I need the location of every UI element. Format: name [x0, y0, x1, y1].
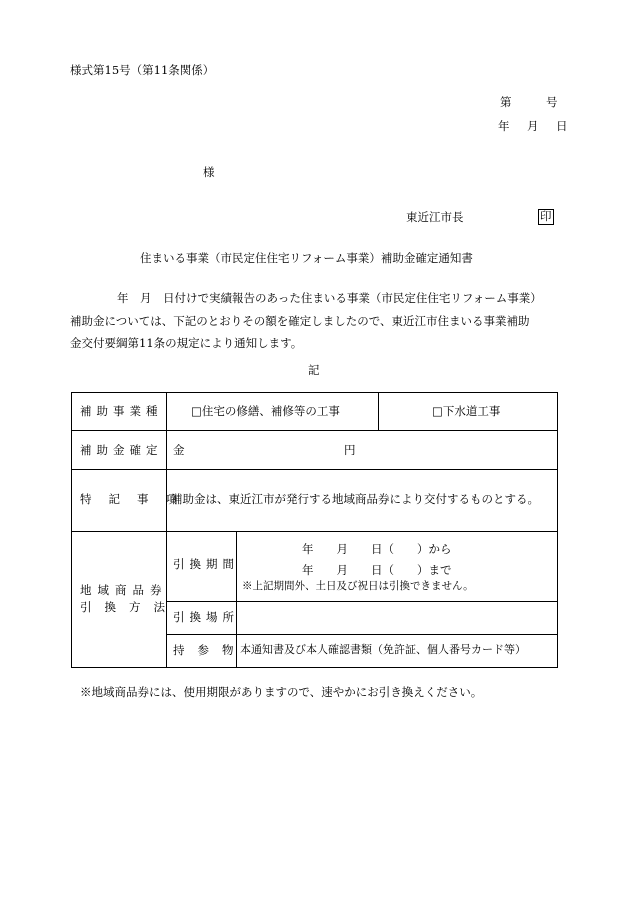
col-divider [166, 393, 167, 667]
row-divider [72, 469, 557, 470]
exchange-period-label: 引換期間 [173, 557, 239, 571]
recipient-honorific: 様 [203, 165, 215, 179]
voucher-exchange-header-line1: 地域商品券 [80, 583, 168, 597]
form-number: 様式第15号（第11条関係） [70, 63, 215, 77]
checkbox-sewer-work: □下水道工事 [432, 404, 501, 418]
amount-suffix: 円 [344, 443, 356, 457]
voucher-exchange-header-line2: 引換方法 [80, 600, 178, 614]
issuer-title: 東近江市長 [406, 210, 464, 224]
special-notes-header: 特記事項 [80, 492, 194, 506]
exchange-period-from: 年 月 日（ ）から [302, 542, 452, 556]
document-title: 住まいる事業（市民定住住宅リフォーム事業）補助金確定通知書 [140, 251, 473, 265]
col-divider [378, 393, 379, 430]
exchange-period-note: ※上記期間外、土日及び祝日は引換できません。 [242, 580, 474, 592]
row-divider [72, 430, 557, 431]
row-divider [166, 634, 557, 635]
body-text [70, 287, 560, 355]
items-to-bring-label: 持参物 [173, 643, 247, 657]
subsidy-type-header: 補助事業種 [80, 404, 163, 418]
issue-date: 年 月 日 [498, 119, 571, 133]
subsidy-amount-header: 補助金確定 [80, 443, 163, 457]
body-line-3: 金交付要綱第11条の規定により通知します。 [70, 336, 303, 350]
row-divider [166, 601, 557, 602]
amount-prefix: 金 [173, 443, 185, 457]
footer-note: ※地域商品券には、使用期限がありますので、速やかにお引き換えください。 [80, 685, 483, 699]
ki-heading: 記 [308, 363, 320, 377]
row-divider [72, 531, 557, 532]
document-number: 第 号 [500, 95, 558, 109]
body-line-1: 年 月 日付けで実績報告のあった住まいる事業（市民定住住宅リフォーム事業） [117, 291, 542, 305]
body-line-2: 補助金については、下記のとおりその額を確定しましたので、東近江市住まいる事業補助 [70, 313, 530, 328]
items-to-bring-value: 本通知書及び本人確認書類（免許証、個人番号カード等） [240, 643, 526, 656]
seal-mark: 印 [540, 209, 552, 223]
special-notes-value: 補助金は、東近江市が発行する地域商品券により交付するものとする。 [171, 492, 539, 506]
exchange-period-to: 年 月 日（ ）まで [302, 563, 452, 577]
exchange-place-label: 引換場所 [173, 610, 239, 624]
checkbox-housing-repair: □住宅の修繕、補修等の工事 [191, 404, 340, 418]
details-table [71, 392, 558, 668]
